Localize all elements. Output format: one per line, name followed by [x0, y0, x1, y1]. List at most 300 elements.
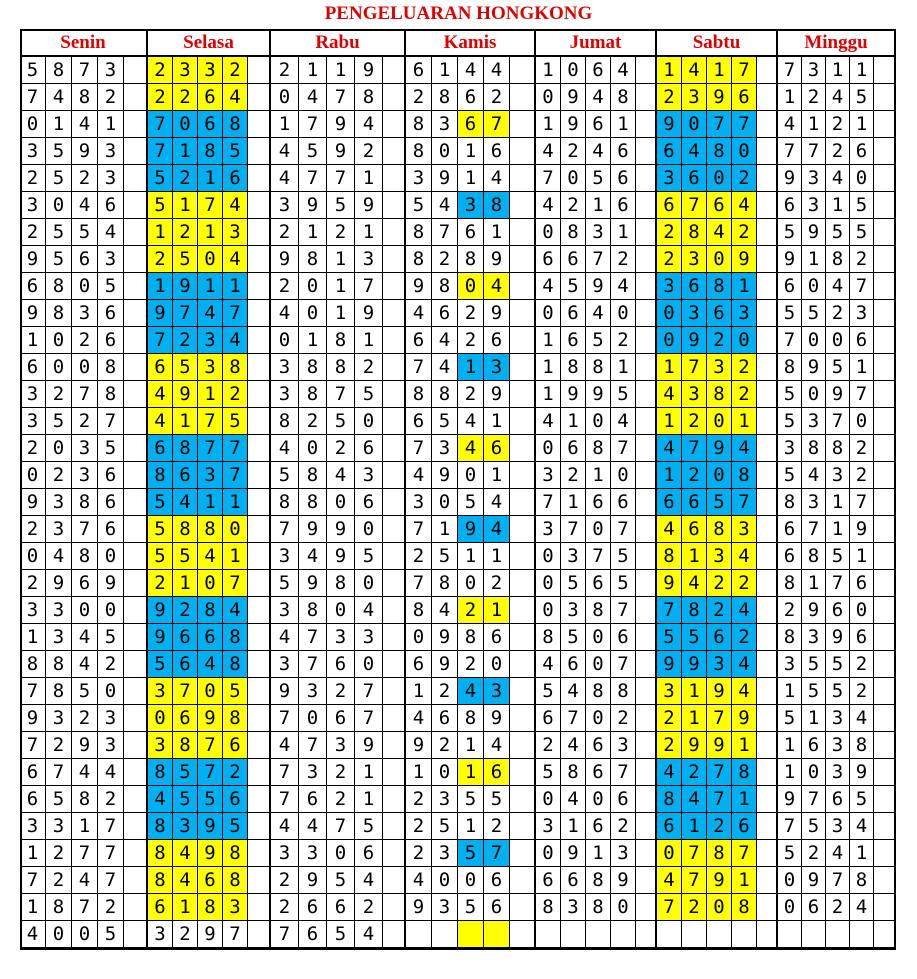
digit-cell: 7 — [611, 597, 636, 624]
spacer-cell — [124, 327, 148, 354]
spacer-cell — [874, 678, 896, 705]
digit-cell: 3 — [72, 435, 98, 462]
digit-cell: 8 — [586, 597, 611, 624]
digit-cell: 4 — [271, 435, 299, 462]
digit-cell: 8 — [536, 624, 561, 651]
digit-cell: 7 — [778, 813, 802, 840]
spacer-cell — [510, 867, 536, 894]
digit-cell: 5 — [355, 543, 383, 570]
digit-cell: 6 — [586, 111, 611, 138]
digit-cell: 0 — [484, 651, 510, 678]
digit-cell: 1 — [850, 57, 874, 84]
digit-cell: 2 — [850, 435, 874, 462]
digit-cell: 8 — [458, 705, 484, 732]
digit-cell: 8 — [707, 516, 732, 543]
digit-cell: 6 — [20, 786, 46, 813]
digit-cell: 0 — [98, 543, 124, 570]
spacer-cell — [383, 57, 406, 84]
digit-cell: 3 — [826, 759, 850, 786]
spacer-cell — [874, 462, 896, 489]
digit-cell: 8 — [458, 624, 484, 651]
digit-cell: 5 — [327, 921, 355, 948]
digit-cell: 0 — [778, 867, 802, 894]
digit-cell: 5 — [826, 219, 850, 246]
digit-cell: 9 — [682, 732, 707, 759]
digit-cell: 8 — [271, 408, 299, 435]
spacer-cell — [383, 192, 406, 219]
spacer-cell — [124, 732, 148, 759]
digit-cell: 8 — [536, 894, 561, 921]
digit-cell: 6 — [484, 894, 510, 921]
spacer-cell — [636, 732, 657, 759]
digit-cell: 3 — [173, 57, 198, 84]
spacer-cell — [757, 759, 778, 786]
digit-cell: 1 — [850, 543, 874, 570]
digit-cell: 3 — [98, 246, 124, 273]
spacer-cell — [757, 921, 778, 948]
digit-cell: 4 — [299, 84, 327, 111]
digit-cell: 4 — [561, 732, 586, 759]
digit-cell: 4 — [173, 867, 198, 894]
digit-cell: 6 — [327, 894, 355, 921]
spacer-cell — [757, 111, 778, 138]
digit-cell: 2 — [732, 624, 757, 651]
spacer-cell — [248, 246, 271, 273]
digit-cell: 7 — [223, 462, 248, 489]
spacer-cell — [636, 138, 657, 165]
digit-cell: 6 — [406, 57, 432, 84]
digit-cell: 4 — [732, 597, 757, 624]
digit-cell: 4 — [561, 786, 586, 813]
digit-cell: 5 — [850, 192, 874, 219]
digit-cell: 5 — [173, 786, 198, 813]
digit-cell: 6 — [586, 570, 611, 597]
digit-cell: 5 — [406, 192, 432, 219]
digit-cell: 9 — [46, 570, 72, 597]
spacer-cell — [383, 894, 406, 921]
digit-cell: 5 — [355, 813, 383, 840]
digit-cell: 2 — [611, 246, 636, 273]
digit-cell: 5 — [223, 813, 248, 840]
digit-cell: 7 — [657, 597, 682, 624]
digit-cell: 8 — [198, 138, 223, 165]
digit-cell: 2 — [271, 57, 299, 84]
digit-cell: 3 — [20, 192, 46, 219]
spacer-cell — [636, 570, 657, 597]
digit-cell: 3 — [98, 138, 124, 165]
digit-cell: 5 — [355, 381, 383, 408]
spacer-cell — [248, 867, 271, 894]
digit-cell: 5 — [586, 165, 611, 192]
digit-cell: 7 — [536, 165, 561, 192]
digit-cell: 2 — [826, 894, 850, 921]
digit-cell: 0 — [826, 327, 850, 354]
spacer-cell — [248, 408, 271, 435]
digit-cell: 8 — [173, 435, 198, 462]
digit-cell: 4 — [271, 624, 299, 651]
spacer-cell — [636, 759, 657, 786]
digit-cell: 9 — [406, 732, 432, 759]
digit-cell: 1 — [355, 327, 383, 354]
digit-cell: 4 — [561, 678, 586, 705]
digit-cell: 9 — [198, 921, 223, 948]
spacer-cell — [124, 894, 148, 921]
spacer-cell — [874, 246, 896, 273]
digit-cell: 0 — [561, 57, 586, 84]
digit-cell: 8 — [299, 489, 327, 516]
digit-cell: 3 — [802, 165, 826, 192]
digit-cell: 4 — [611, 273, 636, 300]
spacer-cell — [248, 894, 271, 921]
digit-cell: 1 — [173, 138, 198, 165]
spacer-cell — [248, 759, 271, 786]
digit-cell: 1 — [406, 678, 432, 705]
digit-cell: 8 — [406, 246, 432, 273]
spacer-cell — [124, 273, 148, 300]
digit-cell: 8 — [406, 111, 432, 138]
digit-cell: 7 — [271, 705, 299, 732]
digit-cell: 0 — [327, 489, 355, 516]
digit-cell: 0 — [611, 894, 636, 921]
digit-cell: 5 — [271, 570, 299, 597]
digit-cell: 5 — [98, 273, 124, 300]
digit-cell: 2 — [432, 732, 458, 759]
digit-cell: 1 — [406, 759, 432, 786]
digit-cell: 4 — [657, 516, 682, 543]
digit-cell: 6 — [586, 489, 611, 516]
digit-cell: 2 — [732, 219, 757, 246]
spacer-cell — [874, 408, 896, 435]
spacer-cell — [510, 921, 536, 948]
digit-cell: 3 — [223, 219, 248, 246]
digit-cell: 7 — [355, 273, 383, 300]
digit-cell: 8 — [586, 867, 611, 894]
digit-cell: 3 — [536, 462, 561, 489]
spacer-cell — [248, 921, 271, 948]
digit-cell: 2 — [657, 84, 682, 111]
digit-cell: 6 — [173, 462, 198, 489]
digit-cell — [458, 921, 484, 948]
digit-cell: 6 — [173, 705, 198, 732]
digit-cell: 0 — [46, 354, 72, 381]
digit-cell: 3 — [561, 597, 586, 624]
digit-cell: 6 — [826, 597, 850, 624]
digit-cell: 1 — [484, 462, 510, 489]
spacer-cell — [510, 138, 536, 165]
digit-cell: 0 — [536, 786, 561, 813]
spacer-cell — [383, 678, 406, 705]
digit-cell: 8 — [458, 246, 484, 273]
spacer-cell — [383, 786, 406, 813]
digit-cell: 2 — [355, 138, 383, 165]
digit-cell: 6 — [561, 435, 586, 462]
digit-cell: 7 — [327, 165, 355, 192]
digit-cell: 7 — [406, 570, 432, 597]
digit-cell: 7 — [198, 192, 223, 219]
digit-cell: 3 — [657, 273, 682, 300]
digit-cell: 1 — [536, 381, 561, 408]
digit-cell: 2 — [826, 300, 850, 327]
spacer-cell — [636, 921, 657, 948]
digit-cell: 4 — [657, 435, 682, 462]
digit-cell: 9 — [432, 165, 458, 192]
digit-cell: 9 — [732, 246, 757, 273]
spacer-cell — [124, 381, 148, 408]
digit-cell: 2 — [458, 327, 484, 354]
spacer-cell — [248, 192, 271, 219]
digit-cell: 0 — [355, 408, 383, 435]
digit-cell: 4 — [72, 192, 98, 219]
digit-cell: 7 — [732, 840, 757, 867]
digit-cell: 0 — [198, 246, 223, 273]
digit-cell: 7 — [299, 624, 327, 651]
digit-cell: 4 — [406, 300, 432, 327]
digit-cell: 9 — [561, 111, 586, 138]
digit-cell: 1 — [327, 300, 355, 327]
spacer-cell — [510, 246, 536, 273]
digit-cell: 8 — [223, 624, 248, 651]
spacer-cell — [636, 462, 657, 489]
digit-cell: 6 — [148, 354, 173, 381]
digit-cell: 9 — [148, 597, 173, 624]
digit-cell: 3 — [46, 516, 72, 543]
spacer-cell — [248, 732, 271, 759]
spacer-cell — [636, 354, 657, 381]
digit-cell: 3 — [778, 435, 802, 462]
digit-cell: 5 — [561, 273, 586, 300]
digit-cell: 9 — [586, 273, 611, 300]
digit-cell: 1 — [611, 219, 636, 246]
spacer-cell — [510, 300, 536, 327]
digit-cell: 9 — [611, 867, 636, 894]
digit-cell: 2 — [561, 192, 586, 219]
digit-cell: 3 — [46, 705, 72, 732]
spacer-cell — [383, 381, 406, 408]
digit-cell: 2 — [46, 732, 72, 759]
digit-cell: 1 — [682, 705, 707, 732]
spacer-cell — [248, 84, 271, 111]
digit-cell: 6 — [586, 732, 611, 759]
digit-cell: 3 — [271, 192, 299, 219]
digit-cell: 9 — [484, 246, 510, 273]
digit-cell: 3 — [432, 894, 458, 921]
digit-cell: 4 — [406, 705, 432, 732]
spacer-cell — [636, 57, 657, 84]
digit-cell: 3 — [271, 651, 299, 678]
digit-cell: 6 — [778, 516, 802, 543]
digit-cell: 8 — [20, 651, 46, 678]
day-header-rabu: Rabu — [271, 30, 406, 56]
spacer-cell — [383, 921, 406, 948]
digit-cell: 6 — [850, 327, 874, 354]
digit-cell: 3 — [561, 543, 586, 570]
digit-cell: 0 — [432, 489, 458, 516]
digit-cell: 1 — [355, 165, 383, 192]
digit-cell: 1 — [432, 516, 458, 543]
digit-cell: 3 — [732, 516, 757, 543]
digit-cell: 0 — [707, 462, 732, 489]
digit-cell: 3 — [271, 381, 299, 408]
digit-cell: 2 — [327, 435, 355, 462]
digit-cell: 1 — [778, 732, 802, 759]
digit-cell: 2 — [72, 408, 98, 435]
digit-cell: 6 — [561, 327, 586, 354]
digit-cell: 4 — [173, 489, 198, 516]
digit-cell: 3 — [611, 732, 636, 759]
digit-cell: 6 — [223, 732, 248, 759]
digit-cell: 0 — [327, 597, 355, 624]
spacer-cell — [383, 597, 406, 624]
digit-cell: 3 — [46, 597, 72, 624]
spacer-cell — [383, 732, 406, 759]
digit-cell: 3 — [20, 408, 46, 435]
spacer-cell — [124, 678, 148, 705]
digit-cell: 1 — [536, 111, 561, 138]
digit-cell: 0 — [586, 516, 611, 543]
digit-cell: 6 — [458, 84, 484, 111]
digit-cell: 8 — [327, 354, 355, 381]
digit-cell: 8 — [148, 840, 173, 867]
spacer-cell — [248, 570, 271, 597]
spacer-cell — [248, 840, 271, 867]
spacer-cell — [248, 516, 271, 543]
digit-cell: 6 — [536, 705, 561, 732]
digit-cell: 3 — [148, 921, 173, 948]
digit-cell: 0 — [802, 273, 826, 300]
digit-cell: 2 — [98, 84, 124, 111]
digit-cell: 6 — [707, 624, 732, 651]
digit-cell: 9 — [432, 651, 458, 678]
spacer-cell — [248, 219, 271, 246]
digit-cell: 3 — [173, 813, 198, 840]
digit-cell: 5 — [707, 489, 732, 516]
digit-cell: 6 — [327, 705, 355, 732]
digit-cell: 3 — [826, 705, 850, 732]
digit-cell: 5 — [148, 651, 173, 678]
digit-cell: 2 — [458, 381, 484, 408]
digit-cell: 8 — [299, 462, 327, 489]
spacer-cell — [383, 705, 406, 732]
spacer-cell — [383, 867, 406, 894]
digit-cell: 1 — [173, 192, 198, 219]
spacer-cell — [510, 786, 536, 813]
digit-cell: 1 — [271, 111, 299, 138]
digit-cell: 5 — [327, 867, 355, 894]
digit-cell: 6 — [98, 327, 124, 354]
digit-cell: 8 — [327, 327, 355, 354]
digit-cell: 3 — [355, 246, 383, 273]
digit-cell: 4 — [826, 165, 850, 192]
digit-cell: 3 — [98, 57, 124, 84]
digit-cell: 6 — [198, 624, 223, 651]
digit-cell: 4 — [223, 84, 248, 111]
digit-cell: 5 — [536, 759, 561, 786]
digit-cell: 3 — [299, 678, 327, 705]
spacer-cell — [757, 786, 778, 813]
spacer-cell — [510, 327, 536, 354]
digit-cell: 3 — [98, 705, 124, 732]
digit-cell: 4 — [732, 192, 757, 219]
digit-cell: 2 — [173, 327, 198, 354]
digit-cell: 1 — [198, 165, 223, 192]
digit-cell: 8 — [72, 489, 98, 516]
digit-cell: 1 — [223, 543, 248, 570]
digit-cell: 8 — [802, 435, 826, 462]
digit-cell: 7 — [72, 57, 98, 84]
digit-cell: 7 — [586, 543, 611, 570]
digit-cell: 7 — [223, 570, 248, 597]
digit-cell: 9 — [458, 516, 484, 543]
spacer-cell — [757, 138, 778, 165]
digit-cell: 8 — [173, 516, 198, 543]
spacer-cell — [510, 651, 536, 678]
digit-cell: 8 — [46, 678, 72, 705]
spacer-cell — [248, 705, 271, 732]
digit-cell: 1 — [850, 354, 874, 381]
digit-cell: 2 — [299, 408, 327, 435]
digit-cell: 0 — [148, 705, 173, 732]
digit-cell: 7 — [732, 489, 757, 516]
digit-cell: 4 — [46, 84, 72, 111]
digit-cell: 3 — [802, 57, 826, 84]
digit-cell: 0 — [850, 597, 874, 624]
digit-cell: 4 — [173, 840, 198, 867]
spacer-cell — [874, 516, 896, 543]
digit-cell: 9 — [173, 381, 198, 408]
digit-cell: 5 — [46, 786, 72, 813]
digit-cell: 1 — [536, 327, 561, 354]
digit-cell: 7 — [223, 300, 248, 327]
digit-cell: 2 — [46, 867, 72, 894]
digit-cell: 7 — [850, 273, 874, 300]
digit-cell: 2 — [826, 111, 850, 138]
digit-cell: 1 — [432, 57, 458, 84]
spacer-cell — [874, 354, 896, 381]
spacer-cell — [636, 219, 657, 246]
digit-cell: 6 — [561, 300, 586, 327]
digit-cell: 0 — [20, 462, 46, 489]
digit-cell: 6 — [458, 219, 484, 246]
digit-cell: 3 — [355, 624, 383, 651]
digit-cell: 1 — [20, 624, 46, 651]
digit-cell: 4 — [432, 192, 458, 219]
digit-cell: 7 — [20, 732, 46, 759]
digit-cell: 9 — [299, 192, 327, 219]
digit-cell: 6 — [611, 138, 636, 165]
digit-cell: 4 — [299, 813, 327, 840]
digit-cell: 4 — [826, 840, 850, 867]
digit-cell: 0 — [46, 192, 72, 219]
digit-cell: 9 — [98, 570, 124, 597]
spacer-cell — [248, 327, 271, 354]
digit-cell: 9 — [72, 138, 98, 165]
digit-cell: 4 — [682, 570, 707, 597]
digit-cell: 7 — [850, 489, 874, 516]
digit-cell: 7 — [561, 516, 586, 543]
spacer-cell — [874, 894, 896, 921]
spacer-cell — [124, 246, 148, 273]
digit-cell: 3 — [682, 246, 707, 273]
spacer-cell — [636, 867, 657, 894]
digit-cell: 5 — [20, 57, 46, 84]
spacer-cell — [757, 678, 778, 705]
digit-cell: 8 — [46, 894, 72, 921]
digit-cell: 8 — [432, 570, 458, 597]
digit-cell: 8 — [586, 678, 611, 705]
spacer-cell — [636, 705, 657, 732]
spacer-cell — [874, 732, 896, 759]
digit-cell: 8 — [682, 597, 707, 624]
